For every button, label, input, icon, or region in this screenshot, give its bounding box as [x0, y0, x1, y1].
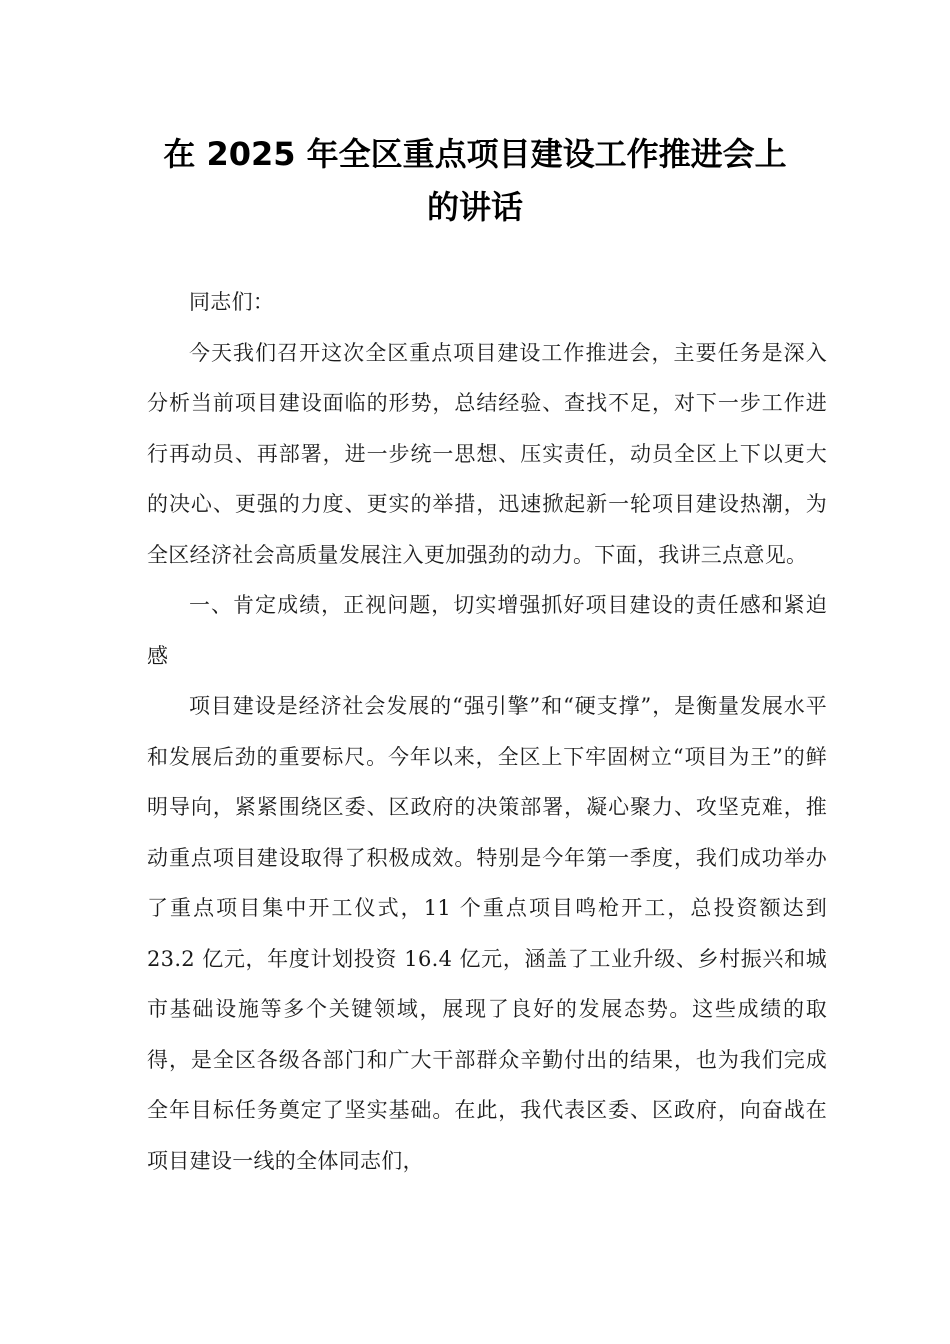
title-line-2: 的讲话: [426, 188, 523, 226]
salutation: 同志们：: [189, 290, 275, 314]
document-title: [100, 128, 850, 234]
document-body: [147, 277, 827, 1186]
title-line-1: 在 2025 年全区重点项目建设工作推进会上: [163, 135, 787, 173]
section-heading-1: 一、肯定成绩，正视问题，切实增强抓好项目建设的责任感和紧迫感: [147, 593, 827, 668]
paragraph-intro: 今天我们召开这次全区重点项目建设工作推进会，主要任务是深入分析当前项目建设面临的形势，总结经验、查找不足，对下一步工作进行再动员、再部署，进一步统一思想、压实责任，动员全区上下以更大的决心、更强的力度、更实的举措，迅速掀起新一轮项目建设热潮，为全区经济社会高质量发展注入更加强劲的动力。下面，我讲三点意见。: [147, 340, 827, 567]
paragraph-achievements: 项目建设是经济社会发展的“强引擎”和“硬支撑”，是衡量发展水平和发展后劲的重要标尺。今年以来，全区上下牢固树立“项目为王”的鲜明导向，紧紧围绕区委、区政府的决策部署，凝心聚力、攻坚克难，推动重点项目建设取得了积极成效。特别是今年第一季度，我们成功举办了重点项目集中开工仪式，11 个重点项目鸣枪开工，总投资额达到 23.2 亿元，年度计划投资 16.4 亿元，涵盖了工业升级、乡村振兴和城市基础设施等多个关键领域，展现了良好的发展态势。这些成绩的取得，是全区各级各部门和广大干部群众辛勤付出的结果，也为我们完成全年目标任务奠定了坚实基础。在此，我代表区委、区政府，向奋战在项目建设一线的全体同志们，: [147, 694, 827, 1173]
